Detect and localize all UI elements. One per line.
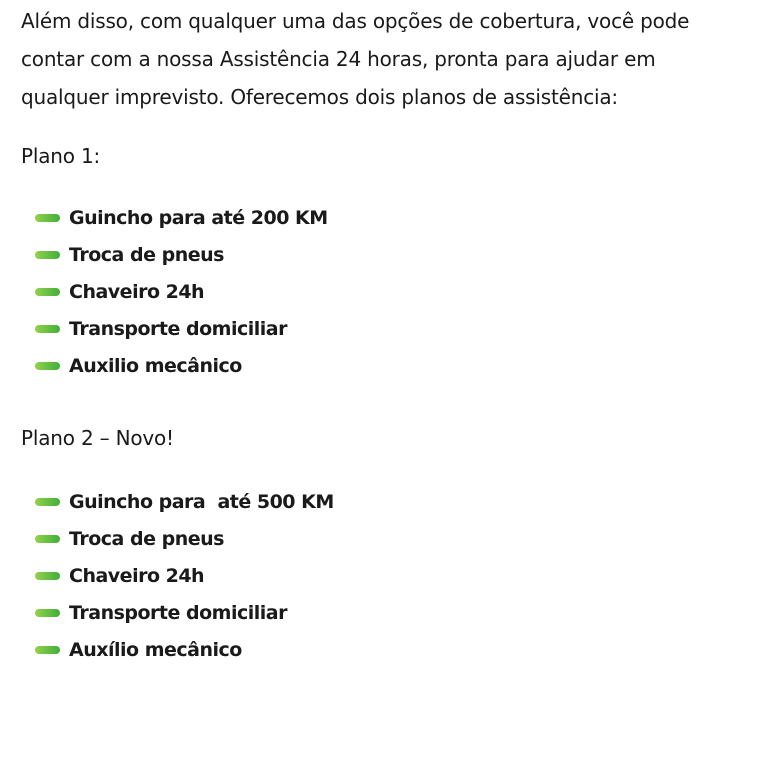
- list-item: [35, 273, 328, 310]
- list-item: [35, 347, 328, 384]
- plan-1-list: [35, 199, 328, 384]
- list-item-label: Auxilio mecânico: [69, 354, 242, 377]
- plan-2-list: [35, 483, 334, 668]
- list-item-label: Troca de pneus: [69, 527, 224, 550]
- green-pill-bullet-icon: [35, 288, 60, 296]
- intro-line-1: Além disso, com qualquer uma das opções de cobertura, você pode: [21, 9, 690, 33]
- intro-line-3: qualquer imprevisto. Oferecemos dois planos de assistência:: [21, 85, 618, 109]
- list-item-label: Auxílio mecânico: [69, 638, 242, 661]
- green-pill-bullet-icon: [35, 572, 60, 580]
- intro-line-2: contar com a nossa Assistência 24 horas, pronta para ajudar em: [21, 47, 656, 71]
- list-item-label: Chaveiro 24h: [69, 564, 205, 587]
- list-item: [35, 557, 334, 594]
- list-item-label: Guincho para até 500 KM: [69, 490, 334, 513]
- list-item-label: Transporte domiciliar: [69, 317, 287, 340]
- list-item-label: Transporte domiciliar: [69, 601, 287, 624]
- list-item-label: Chaveiro 24h: [69, 280, 205, 303]
- list-item-label: Guincho para até 200 KM: [69, 206, 328, 229]
- green-pill-bullet-icon: [35, 535, 60, 543]
- list-item: [35, 483, 334, 520]
- green-pill-bullet-icon: [35, 646, 60, 654]
- list-item: [35, 236, 328, 273]
- green-pill-bullet-icon: [35, 609, 60, 617]
- green-pill-bullet-icon: [35, 214, 60, 222]
- green-pill-bullet-icon: [35, 251, 60, 259]
- list-item: [35, 631, 334, 668]
- list-item-label: Troca de pneus: [69, 243, 224, 266]
- green-pill-bullet-icon: [35, 325, 60, 333]
- list-item: [35, 310, 328, 347]
- plan-2-title: Plano 2 – Novo!: [21, 426, 174, 450]
- list-item: [35, 594, 334, 631]
- green-pill-bullet-icon: [35, 362, 60, 370]
- green-pill-bullet-icon: [35, 498, 60, 506]
- intro-paragraph: [21, 2, 756, 116]
- list-item: [35, 520, 334, 557]
- list-item: [35, 199, 328, 236]
- plan-1-title: Plano 1:: [21, 144, 101, 168]
